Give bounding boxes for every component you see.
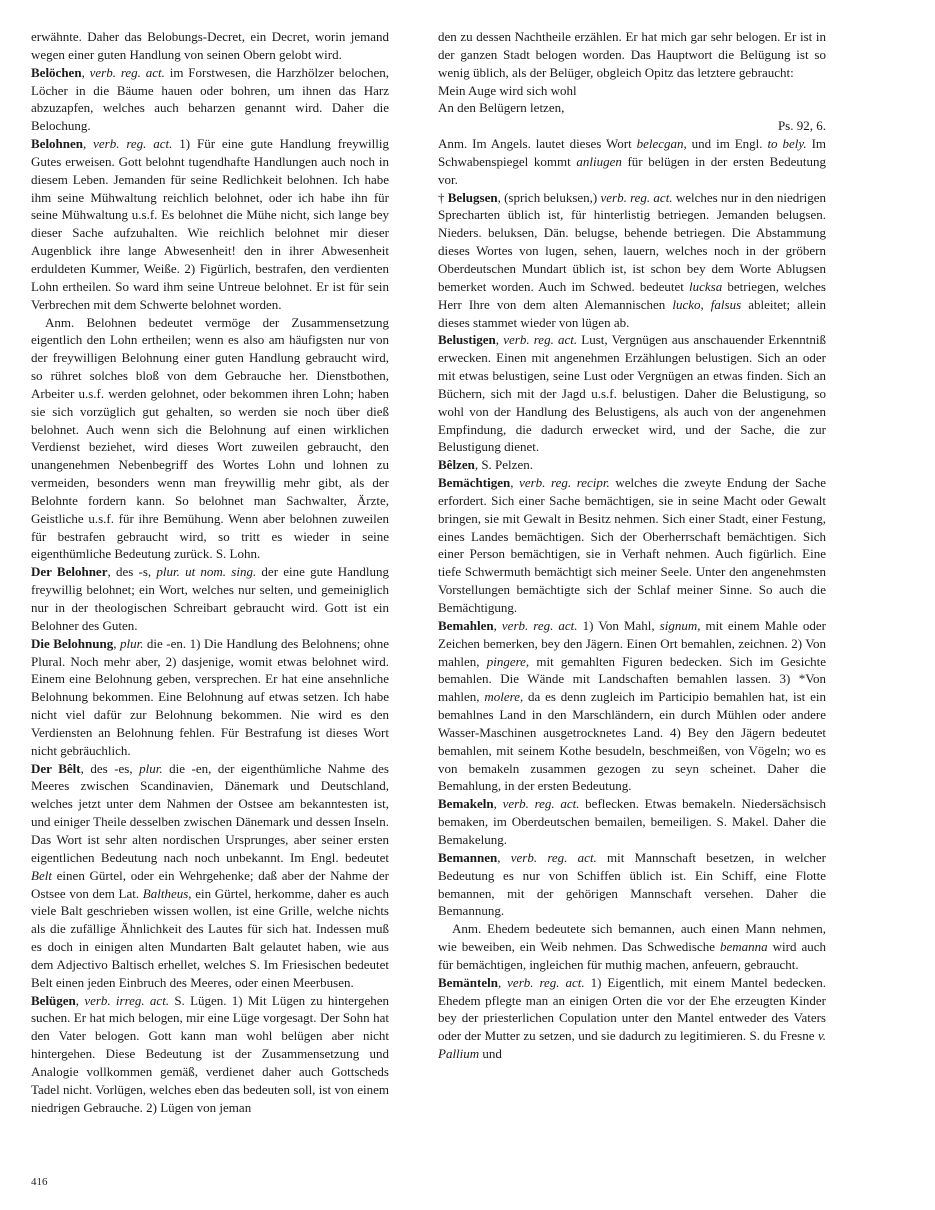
body-text: betriegen, welches Herr Ihre von dem alten Alemannischen [438, 278, 826, 312]
body-text: S. Lügen. 1) Mit Lügen zu hintergehen suchen. Er hat mich belogen, mir eine Lüge vorgesagt. Der Sohn hat den Vater belogen. Gott kann man wohl belügen aber nicht hintergehen. Diese Bedeutung ist der Zusammensetzung und Analogie vollkommen gemäß, verdienet daher auch Gottscheds Tadel nicht. Vorlügen, welches eben das bedeuten soll, ist von einem niedrigen Gebrauche. 2) Lügen von jeman [31, 992, 390, 1115]
body-text: ein Gürtel, herkomme, daher es auch viele Balt geschrieben wissen wollen, ist eine Grille, welche nichts als die zufällige Ähnlichkeit des Lautes für sich hat. Indessen muß es doch in einigen alten Mundarten Balt gelautet haben, wie aus dem Adjectivo Baltisch erhellet, welches S. Im Friesischen bedeutet Belt einen jeden Einbruch des Meeres, oder einen Meerbusen. [31, 885, 389, 990]
paragraph [438, 28, 826, 82]
body-text: 1) Von Mahl, [577, 617, 660, 633]
italic-text: Belt [31, 867, 52, 883]
body-text: , [493, 796, 503, 812]
italic-text: verb. reg. act. [93, 136, 173, 152]
headword: Belohnen [31, 136, 84, 152]
headword: Bemächtigen [438, 475, 511, 491]
headword: Belügen [31, 992, 76, 1008]
headword: Bêlzen [438, 457, 475, 473]
body-text: den zu dessen Nachtheile erzählen. Er hat mich gar sehr belogen. Er ist in der ganzen Stadt belogen worden. Das Hauptwort die Belügung ist so wenig üblich, als der Belüger, obgleich Opitz das letztere gebraucht: [438, 29, 826, 80]
body-text: beflecken. Etwas bemakeln. Niedersächsisch bemaken, im Oberdeutschen bemailen, bemeiligen. S. Makel. Daher die Bemakelung. [438, 796, 827, 847]
body-text: da es denn zugleich im Participio bemahlen hat, ist ein bemahlnes Land in den Marschländern, ein durch Mühlen oder andere Wasser-Maschinen ausgetrocknetes Land. 4) Bey den Jägern bedeutet bemahlen, mit seinem Kothe besudeln, beschmeißen, von Vögeln; wo es von bemakeln zusammen gezogen zu seyn scheinet. Daher die Bemahlung, in der ersten Bedeutung. [438, 689, 826, 794]
italic-text: belecgan, [636, 136, 687, 152]
paragraph [31, 563, 389, 634]
body-text: † [438, 189, 448, 205]
body-text: 1) Für eine gute Handlung freywillig Gutes erweisen. Gott belohnt tugendhafte Handlungen auch noch in diesem Leben. Jemanden für seine Redlichkeit belohnen. Ich habe ihm seine Mühwaltung reichlich belohnet, oder ich habe ihn für seine Mühwaltung u.s.f. Es belohnet die Mühe nicht, sich lange bey dieser Sache aufzuhalten. Wie reichlich belohnet mir dieser Augenblick ihre lange Abwesenheit! den in ihrer Abwesenheit erduldeten Kummer, Weiße. 2) Figürlich, bestrafen, den verdienten Lohn ertheilen. So ward ihm seine Untreue belohnet. Er ist für sein Verbrechen mit dem Schwerte belohnet worden. [31, 136, 390, 312]
italic-text: bemanna [719, 939, 768, 955]
left-column [31, 28, 389, 1116]
italic-text: verb. reg. act. [501, 617, 578, 633]
italic-text: verb. reg. act. [510, 849, 597, 865]
headword: Belugsen [447, 189, 498, 205]
italic-text: anliugen [576, 153, 622, 169]
citation-reference [438, 117, 826, 135]
headword: Bemahlen [438, 617, 494, 633]
body-text: Mein Auge wird sich wohl [438, 82, 577, 98]
paragraph [31, 135, 389, 313]
verse-line [438, 99, 826, 117]
italic-text: plur. ut nom. sing. [156, 564, 257, 580]
body-text: , [495, 332, 504, 348]
headword: Bemakeln [438, 796, 494, 812]
body-text: , [497, 974, 508, 990]
body-text: welches nur in den niedrigen Sprecharten üblich ist, für hinterlistig betriegen. Jemanden belugsen. Nieders. beluksen, Dän. belugse, behende betriegen. Die Abstammung dieses Wortes von lugen, sehen, lauern, welches noch in der gröbern Oberdeutschen Mundart üblich ist, ist schon bey dem Worte Ablugsen bemerket worden. Auch im Schwed. bedeutet [438, 189, 826, 294]
headword: Belustigen [438, 332, 496, 348]
paragraph [31, 760, 389, 992]
body-text: der eine gute Handlung freywillig belohnet; ein Wort, welches nur selten, und gemeiniglich nur in der theologischen Schreibart gebraucht wird. Gott ist ein Belohner des Guten. [31, 564, 390, 633]
body-text: welches die zweyte Endung der Sache erfordert. Sich einer Sache bemächtigen, sie in seine Macht oder Gewalt bringen, sie mit Gewalt in Besitz nehmen. Sich einer Stadt, einer Festung, eines Landes bemächtigen. Sich der Oberherrschaft bemächtigen. Sich einer Person bemächtigen, sie in Verhaft nehmen. Auch figürlich. Eine tiefe Schwermuth bemächtigt sich meiner Seele. Unter den angenehmsten Vorstellungen bemächtigte sich der Schlaf meiner Sinne. So auch die Bemächtigung. [438, 475, 826, 615]
body-text: , [81, 64, 90, 80]
paragraph [31, 992, 389, 1117]
body-text: , [497, 849, 511, 865]
body-text: , des -es, [80, 760, 140, 776]
headword: Bemänteln [438, 974, 498, 990]
italic-text: Baltheus, [142, 885, 192, 901]
body-text: mit Mannschaft besetzen, in welcher Bedeutung es nur von Schiffen üblich ist. Ein Schiff, eine Flotte bemannen, mit der gehörigen Mannschaft versehen. Daher die Bemannung. [438, 849, 826, 919]
body-text: einen Gürtel, oder ein Wehrgehenke; daß aber der Nahme der Ostsee von dem Lat. [31, 867, 389, 901]
italic-text: plur. [119, 635, 144, 651]
italic-text: verb. reg. act. [502, 796, 580, 812]
headword: Bemannen [438, 849, 498, 865]
paragraph [438, 331, 826, 456]
body-text: Anm. Im Angels. lautet dieses Wort [438, 136, 637, 152]
body-text: mit gemahlten Figuren bedecken. Sich im Gesichte bemahlen. Die Wände mit Landschaften bemahlen lassen. 3) *Von mahlen, [438, 653, 826, 705]
body-text: , (sprich beluksen,) [497, 189, 601, 205]
body-text: mit einem Mahle oder Zeichen bemerken, bey den Jägern. Einen Ort bemahlen, zeichnen. 2) Von mahlen, [438, 617, 827, 669]
body-text: erwähnte. Daher das Belobungs-Decret, ein Decret, worin jemand wegen einer guten Handlung von seinen Obern gelobt wird. [31, 29, 389, 62]
body-text: ableitet; allein dieses stammet wieder von lügen ab. [438, 296, 826, 330]
italic-text: plur. [139, 760, 163, 776]
body-text: die -en, der eigenthümliche Nahme des Meeres zwischen Scandinavien, Dänemark und Deutschland, welches jetzt unter dem Nahmen der Ostsee am bekanntesten ist, und einiger Theile desselben zwischen Dänemark und dessen Inseln. Das Wort ist sehr alten nordischen Ursprunges, aber seiner ersten eigentlichen Bedeutung nach noch unbekannt. Im Engl. bedeutet [31, 760, 389, 865]
paragraph [438, 974, 826, 1063]
italic-text: lucko, falsus [672, 296, 742, 312]
note-paragraph [438, 920, 826, 974]
body-text: , des -s, [107, 564, 157, 580]
italic-text: pingere, [486, 653, 530, 669]
body-text: , [75, 992, 85, 1008]
paragraph [438, 617, 826, 795]
italic-text: v. Pallium [438, 1028, 826, 1062]
body-text: , [510, 475, 520, 491]
italic-text: verb. reg. act. [600, 189, 673, 205]
body-text: Im Schwabenspiegel kommt [438, 136, 827, 169]
body-text: , [493, 617, 502, 633]
right-column [438, 28, 826, 1063]
body-text: An den Belügern letzen, [438, 100, 565, 116]
italic-text: verb. reg. act. [503, 332, 578, 348]
page-number: 416 [31, 1176, 48, 1188]
italic-text: verb. reg. recipr. [519, 475, 610, 491]
body-text: Ps. 92, 6. [777, 118, 826, 134]
paragraph [31, 635, 389, 760]
body-text: , [113, 635, 120, 651]
headword: Die Belohnung [31, 635, 114, 651]
italic-text: lucksa [689, 278, 723, 294]
paragraph [438, 189, 826, 332]
body-text: Anm. Ehedem bedeutete sich bemannen, auch einen Mann nehmen, wie beweiben, ein Weib nehmen. Das Schwedische [438, 921, 826, 955]
italic-text: verb. reg. act. [89, 64, 165, 80]
headword: Der Bêlt [31, 760, 81, 776]
italic-text: verb. irreg. act. [84, 992, 170, 1008]
italic-text: signum, [659, 617, 701, 633]
paragraph [438, 456, 826, 474]
paragraph [438, 135, 826, 189]
body-text: im Forstwesen, die Harzhölzer belochen, Löcher in die Bäume hauen oder bohren, um ihnen das Harz abzuzapfen, welches auch beharzen genannt wird. Daher die Belochung. [31, 64, 389, 134]
paragraph [31, 64, 389, 135]
body-text: , S. Pelzen. [474, 457, 533, 473]
paragraph [438, 795, 826, 849]
body-text: Lust, Vergnügen aus anschauender Erkenntniß erwecken. Einen mit angenehmen Erzählungen belustigen. Sich an oder mit etwas belustigen, seine Lust oder Vergnügen an etwas finden. Sich an Büchern, sich mit der Jagd u.s.f. belustigen. Daher die Belustigung, so wohl von der Handlung des Belustigens, als auch von der angenehmen Empfindung, die dadurch erwecket wird, und der Sache, die zur Belustigung dienet. [438, 332, 827, 455]
body-text: für belügen in der ersten Bedeutung vor. [438, 153, 826, 187]
body-text: wird auch für bemächtigen, ingleichen für muthig machen, anfeuern, gebraucht. [438, 939, 826, 972]
body-text: Anm. Belohnen bedeutet vermöge der Zusammensetzung eigentlich den Lohn ertheilen; wenn es also am häufigsten nur von der freywilligen Belohnung einer guten Handlung gebraucht wird, so rühret solches bloß von dem Gebrauche her. Dienstbothen, Arbeiter u.s.f. werden gelohnet, oder bekommen ihren Lohn; haben sie sich vorzüglich gut gehalten, so werden sie noch über dieß belohnet. Auch wenn sich die Belohnung auf einen wirklichen Verdienst beziehet, wird dieses Wort zuweilen gebraucht, den unangenehmen Nebenbegriff des Wortes Lohn und lohnen zu vermeiden, besonders wenn man freywillig mehr gibt, als der Belohnte fordern kann. So belohnet man Sachwalter, Ärzte, Geistliche u.s.f. für ihre Bemühung. Wenn aber belohnen zuweilen für bestrafen gebraucht wird, so tritt es wieder in seine eigenthümliche Bedeutung zurück. S. Lohn. [31, 314, 389, 562]
body-text: die -en. 1) Die Handlung des Belohnens; ohne Plural. Noch mehr aber, 2) dasjenige, womit etwas belohnet wird. Einem eine Belohnung geben, versprechen. Er hat eine ansehnliche Belohnung bekommen. Eine Belohnung auf etwas setzen. Ich habe nicht viel dafür zur Belohnung bekommen. Nie wird es den Verdiensten an Belohnung fehlen. Für Bestrafung ist dieses Wort nicht gebräuchlich. [31, 635, 389, 758]
italic-text: verb. reg. act. [507, 974, 585, 990]
note-paragraph [31, 314, 389, 564]
paragraph [31, 28, 389, 64]
body-text: , [83, 136, 94, 152]
paragraph [438, 474, 826, 617]
body-text: und [479, 1046, 502, 1062]
italic-text: to bely. [767, 136, 807, 152]
italic-text: molere, [484, 689, 524, 705]
body-text: und im Engl. [686, 136, 768, 152]
paragraph [438, 849, 826, 920]
body-text: 1) Eigentlich, mit einem Mantel bedecken. Ehedem pflegte man an einigen Orten die vor der Ehe erzeugten Kinder bey der priesterlichen Copulation unter den Mantel entweder des Vaters oder der Mutter zu setzen, und sie dadurch zu legitimieren. S. du Fresne [438, 974, 827, 1044]
verse-line [438, 82, 826, 100]
headword: Der Belohner [31, 564, 108, 580]
headword: Belöchen [31, 64, 82, 80]
